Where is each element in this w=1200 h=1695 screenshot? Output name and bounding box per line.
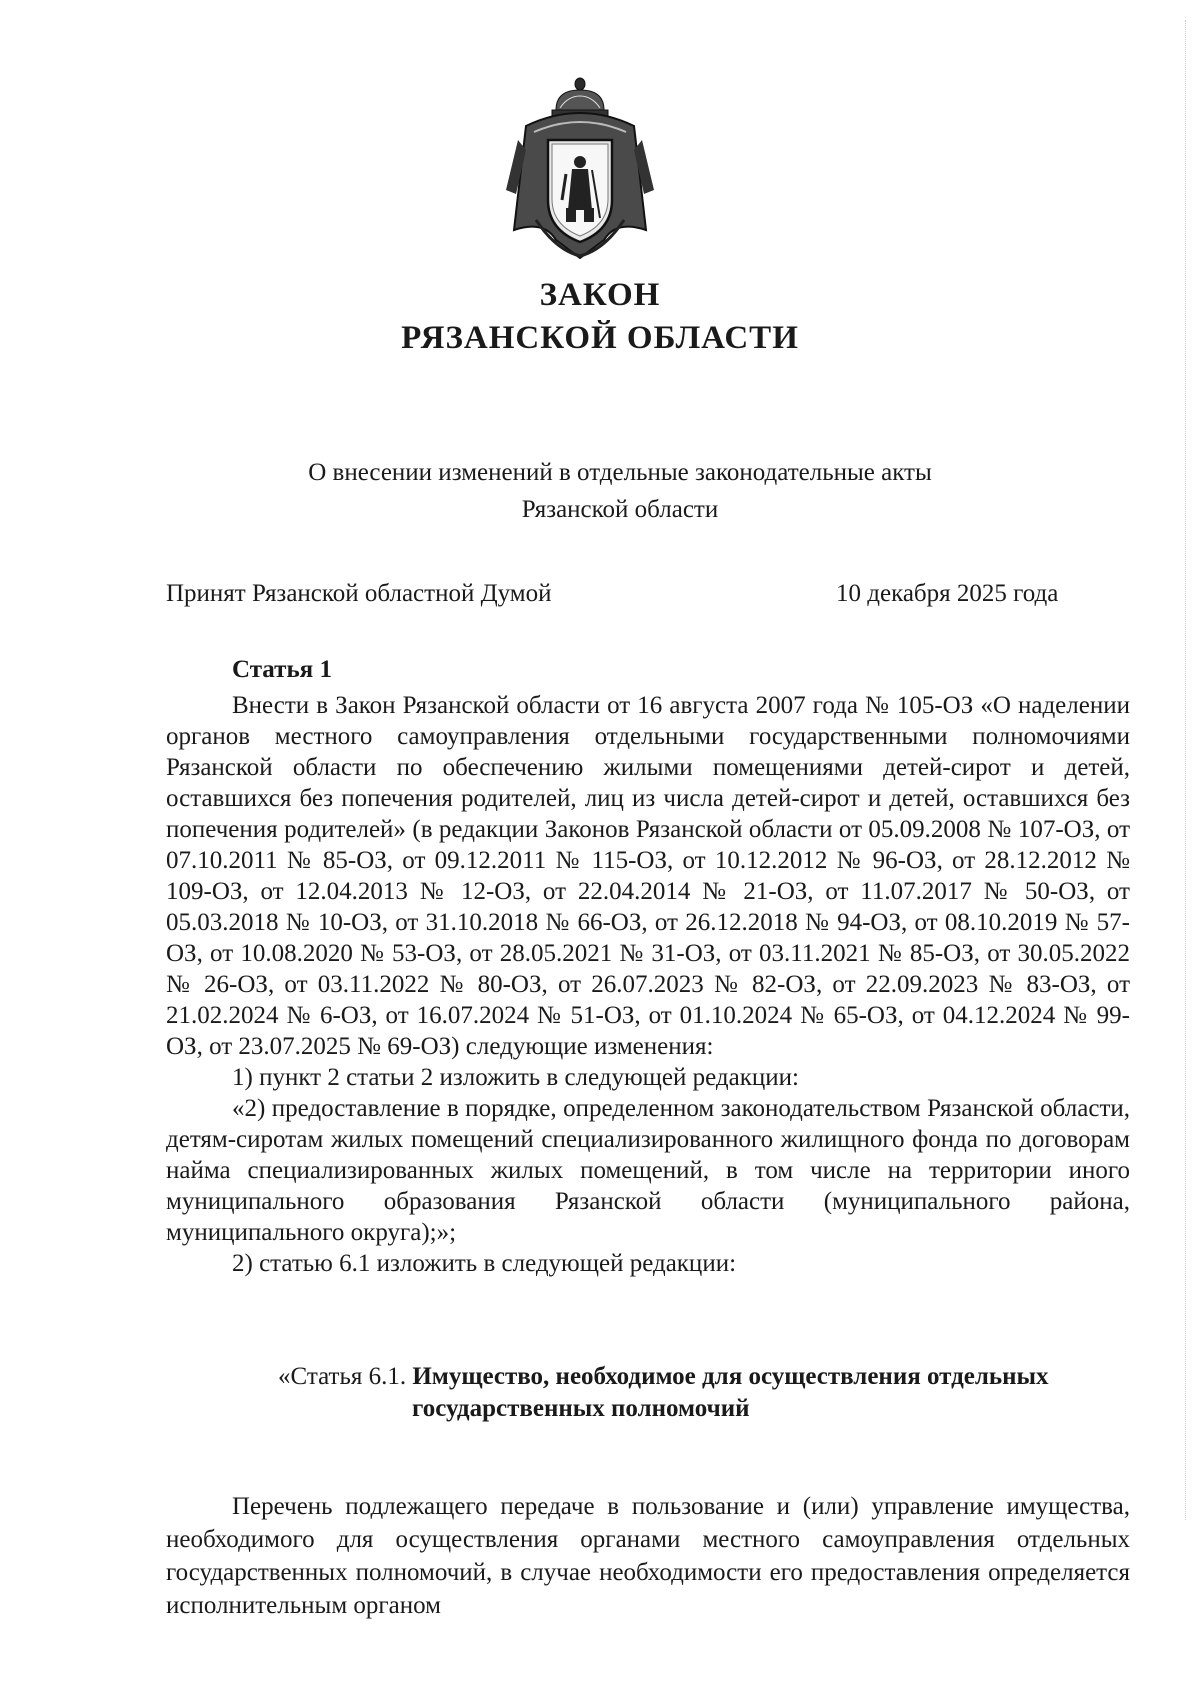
subject-line-2: Рязанской области (521, 496, 719, 523)
article-6-1-text: Перечень подлежащего передаче в пользование и (или) управление имущества, необходимого для осуществления органами местного самоуправления отдельных государственных полномочий, в случае необходимости его предоставления определяется исполнительным органом (166, 1493, 1130, 1619)
amendment-item-1: 1) пункт 2 статьи 2 изложить в следующей редакции: (232, 1064, 799, 1091)
title-line-2: РЯЗАНСКОЙ ОБЛАСТИ (401, 320, 799, 356)
amendment-item-2: 2) статью 6.1 изложить в следующей редакции: (232, 1250, 737, 1277)
article-1-intro: Внести в Закон Рязанской области от 16 августа 2007 года № 105-ОЗ «О наделении органов местного самоуправления отдельными государственными полномочиями Рязанской области по обеспечению жилыми помещениями детей-сирот и детей, оставшихся без попечения родителей, лиц из числа детей-сирот и детей, оставшихся без попечения родителей» (в редакции Законов Рязанской области от 05.09.2008 № 107-ОЗ, от 07.10.2011 № 85-ОЗ, от 09.12.2011 № 115-ОЗ, от 10.12.2012 № 96-ОЗ, от 28.12.2012 № 109-ОЗ, от 12.04.2013 № 12-ОЗ, от 22.04.2014 № 21-ОЗ, от 11.07.2017 № 50-ОЗ, от 05.03.2018 № 10-ОЗ, от 31.10.2018 № 66-ОЗ, от 26.12.2018 № 94-ОЗ, от 08.10.2019 № 57-ОЗ, от 10.08.2020 № 53-ОЗ, от 28.05.2021 № 31-ОЗ, от 03.11.2021 № 85-ОЗ, от 30.05.2022 № 26-ОЗ, от 03.11.2022 № 80-ОЗ, от 26.07.2023 № 82-ОЗ, от 22.09.2023 № 83-ОЗ, от 21.02.2024 № 6-ОЗ, от 16.07.2024 № 51-ОЗ, от 01.10.2024 № 65-ОЗ, от 04.12.2024 № 99-ОЗ, от 23.07.2025 № 69-ОЗ) следующие изменения: (166, 692, 1130, 1060)
article-6-1-prefix: «Статья 6.1. (278, 1363, 407, 1390)
ryazan-coat-of-arms-icon (496, 70, 664, 266)
article-1-body (166, 690, 1130, 1279)
scan-edge-artifact (1185, 20, 1192, 1520)
article-6-1-title-line-2: государственных полномочий (412, 1395, 750, 1422)
law-subject (240, 454, 1000, 528)
article-6-1-heading (278, 1361, 1130, 1425)
article-6-1-title-line-1: Имущество, необходимое для осуществления отдельных (412, 1363, 1049, 1390)
adoption-date: 10 декабря 2025 года (836, 580, 1059, 607)
article-6-1-body (166, 1490, 1130, 1622)
article-1-heading: Статья 1 (232, 656, 332, 683)
amendment-item-1-text: «2) предоставление в порядке, определенном законодательством Рязанской области, детям-сиротам жилых помещений специализированного жилищного фонда по договорам найма специализированных жилых помещений, в том числе на территории иного муниципального образования Рязанской области (муниципального района, муниципального округа);»; (166, 1095, 1130, 1246)
title-line-1: ЗАКОН (539, 277, 661, 313)
adopted-by: Принят Рязанской областной Думой (166, 580, 552, 607)
subject-line-1: О внесении изменений в отдельные законодательные акты (308, 459, 932, 486)
